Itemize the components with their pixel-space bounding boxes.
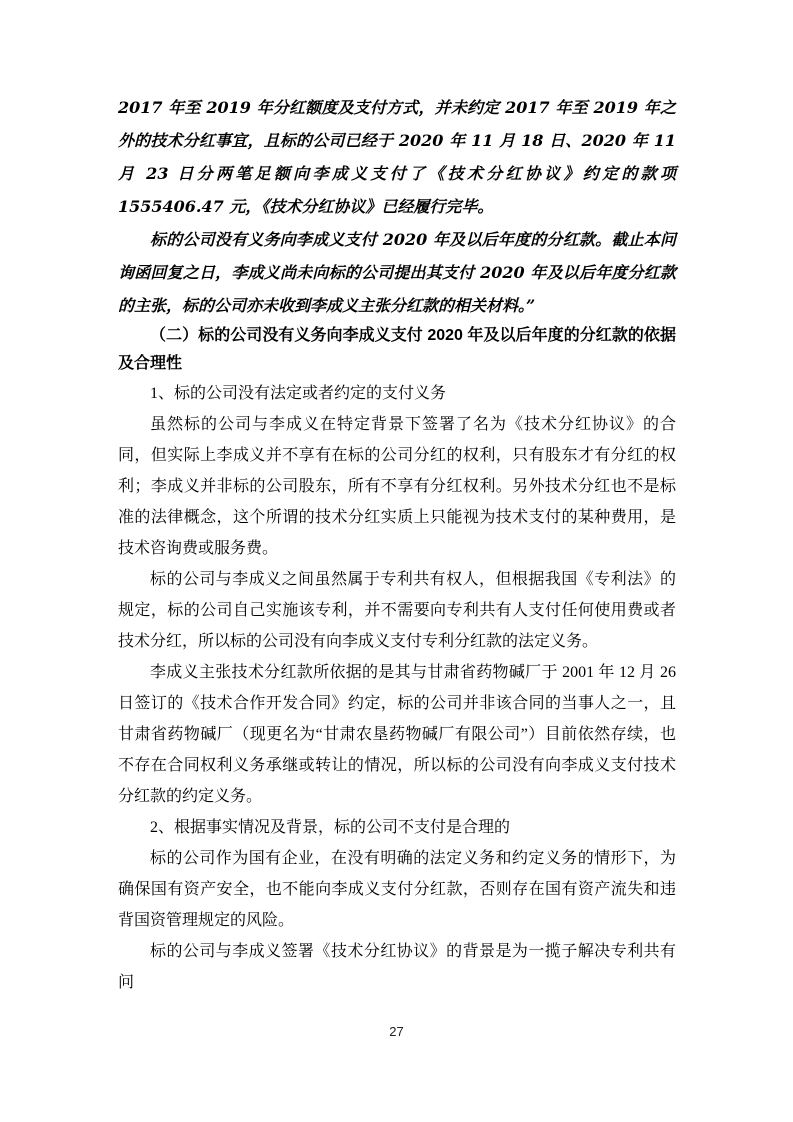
body-paragraph-truncated: 标的公司与李成义签署《技术分红协议》的背景是为一揽子解决专利共有问 (118, 943, 676, 991)
body-paragraph: 虽然标的公司与李成义在特定背景下签署了名为《技术分红协议》的合同，但实际上李成义并不享有在标的公司分红的权利，只有股东才有分红的权利；李成义并非标的公司股东，所有不享有分红权利。另外技术分红也不是标准的法律概念，这个所谓的技术分红实质上只能视为技术支付的某种费用，是技术咨询费或服务费。 (118, 416, 676, 557)
quote-paragraph-continued: 2017 年至 2019 年分红额度及支付方式，并未约定 2017 年至 2019 年之外的技术分红事宜，且标的公司已经于 2020 年 11 月 18 日、2020 年 11 月 23 日分两笔足额向李成义支付了《技术分红协议》约定的款项 1555406.47 元，《技术分红协议》已经履行完毕。 (118, 98, 676, 216)
subsection-heading-2: 2、根据事实情况及背景，标的公司不支付是合理的 (150, 819, 511, 836)
quote-paragraph: 标的公司没有义务向李成义支付 2020 年及以后年度的分红款。截止本问询函回复之日，李成义尚未向标的公司提出其支付 2020 年及以后年度分红款的主张，标的公司亦未收到李成义主张分红款的相关材料。” (118, 230, 676, 315)
page-content (118, 91, 676, 998)
body-paragraph: 标的公司作为国有企业，在没有明确的法定义务和约定义务的情形下，为确保国有资产安全，也不能向李成义支付分红款，否则存在国有资产流失和违背国资管理规定的风险。 (118, 850, 676, 929)
body-paragraph: 李成义主张技术分红款所依据的是其与甘肃省药物碱厂于 2001 年 12 月 26 日签订的《技术合作开发合同》约定，标的公司并非该合同的当事人之一，且甘肃省药物碱厂（现更名为“甘肃农垦药物碱厂有限公司”）目前依然存续，也不存在合同权利义务承继或转让的情况，所以标的公司没有向李成义支付技术分红款的约定义务。 (118, 664, 676, 805)
section-heading: （二）标的公司没有义务向李成义支付 2020 年及以后年度的分红款的依据及合理性 (118, 327, 676, 372)
page-number: 27 (389, 1024, 404, 1039)
body-paragraph: 标的公司与李成义之间虽然属于专利共有权人，但根据我国《专利法》的规定，标的公司自己实施该专利，并不需要向专利共有人支付任何使用费或者技术分红，所以标的公司没有向李成义支付专利分红款的法定义务。 (118, 571, 676, 650)
subsection-heading-1: 1、标的公司没有法定或者约定的支付义务 (150, 385, 447, 402)
